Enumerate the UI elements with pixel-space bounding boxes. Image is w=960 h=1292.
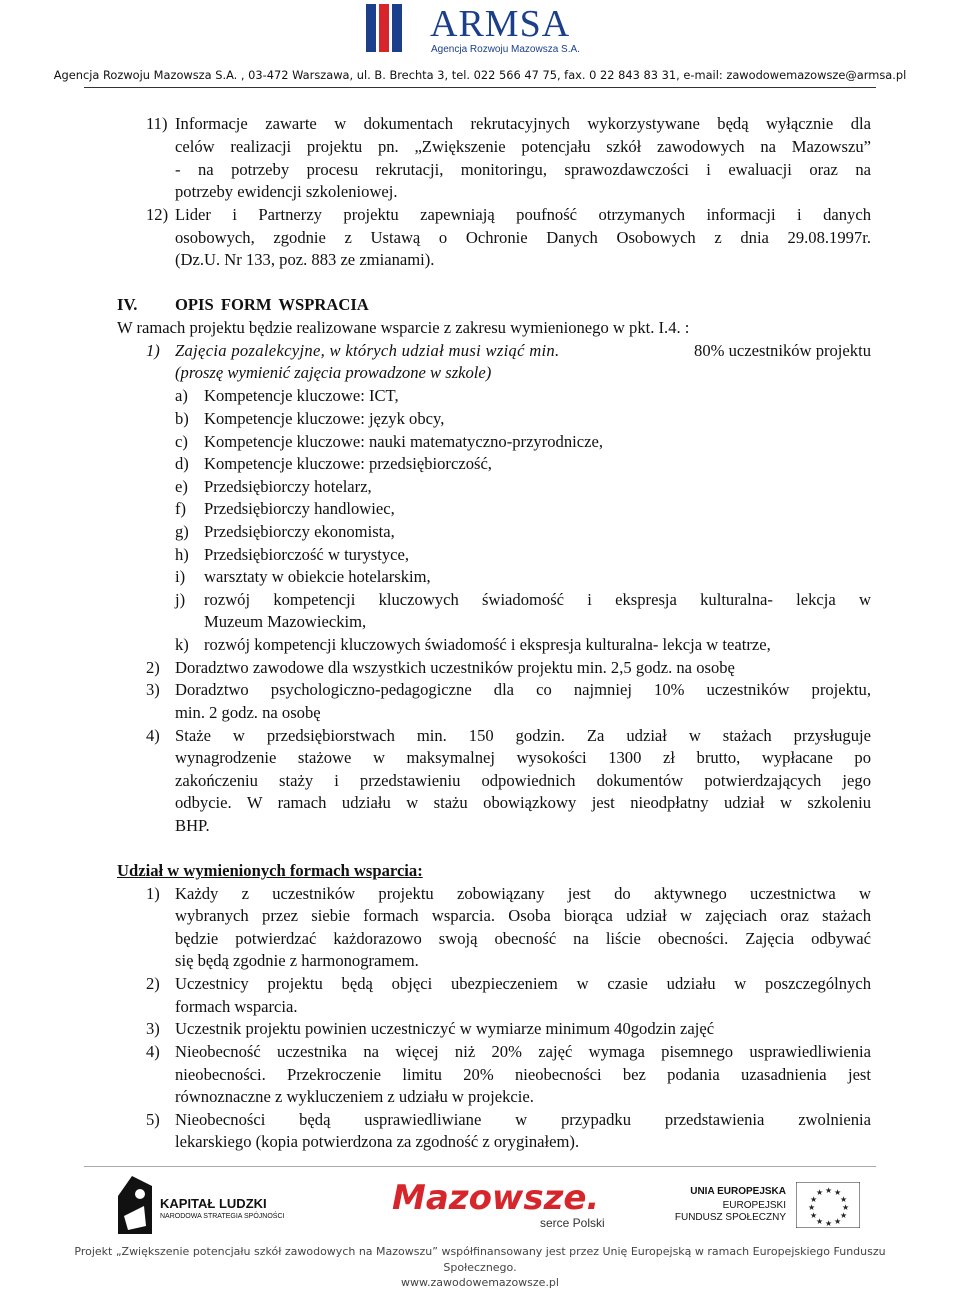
point-line: osobowych, zgodnie z Ustawą o Ochronie Danych Osobowych z dnia 29.08.1997r. [175,228,871,247]
svg-text:★: ★ [834,1217,842,1226]
item-text: się będą zgodnie z harmonogramem. [175,951,419,970]
svg-text:★: ★ [842,1203,850,1212]
point-line: - na potrzeby procesu rekrutacji, monitoringu, sprawozdawczości i ewaluacji oraz na [175,160,871,179]
item-text: Nieobecności będą usprawiedliwiane w przypadku przedstawienia zwolnienia [175,1110,871,1129]
logo-subtitle: Agencja Rozwoju Mazowsza S.A. [431,44,580,55]
kapital-ludzki-logo [118,1176,298,1236]
logo-title: ARMSA [430,3,571,45]
kl-title: KAPITAŁ LUDZKI [160,1196,267,1211]
mazowsze-title: Mazowsze. [392,1178,600,1218]
subitem-letter: j) [175,590,186,609]
item-line [175,340,871,363]
subitem-text: warsztaty w obiekcie hotelarskim, [204,567,431,586]
subitem-letter: d) [175,454,189,473]
point-line: (Dz.U. Nr 133, poz. 883 ze zmianami). [175,250,435,269]
kl-subtitle: NARODOWA STRATEGIA SPÓJNOŚCI [160,1213,285,1220]
item-text: 80% uczestników projektu [694,341,871,360]
item-number: 3) [146,680,160,699]
svg-text:★: ★ [810,1211,818,1220]
item-text: lekarskiego (kopia potwierdzona za zgodność z oryginałem). [175,1132,580,1151]
point-line: Informacje zawarte w dokumentach rekrutacyjnych wykorzystywane będą wyłącznie dla [175,114,871,133]
svg-text:★: ★ [840,1211,848,1220]
item-text: równoznaczne z wykluczeniem z udziału w projekcie. [175,1087,534,1106]
svg-text:★: ★ [808,1203,816,1212]
item-number: 4) [146,1042,160,1061]
item-text: wynagrodzenie stażowe w maksymalnej wysokości 1300 zł brutto, wypłacane po [175,748,871,767]
svg-text:★: ★ [810,1195,818,1204]
subitem-text: Przedsiębiorczy hotelarz, [204,477,372,496]
item-number: 5) [146,1110,160,1129]
website-link[interactable]: www.zawodowemazowsze.pl [401,1276,559,1289]
subitem-letter: g) [175,522,189,541]
section-number: IV. [117,295,138,314]
item-number: 2) [146,974,160,993]
item-text: nieobecności. Przekroczenie limitu 20% nieobecności bez podania uzasadnienia jest [175,1065,871,1084]
project-line1: Projekt „Zwiększenie potencjału szkół zawodowych na Mazowszu” współfinansowany jest przez Unię Europejską w ramach Europejskiego Funduszu [74,1245,886,1258]
item-text: Nieobecność uczestnika na więcej niż 20% zajęć wymaga pisemnego usprawiedliwienia [175,1042,871,1061]
subitem-letter: k) [175,635,189,654]
item-text: będzie potwierdzać każdorazowo swoją obecność na liście obecności. Zajęcia odbywać [175,929,871,948]
svg-text:★: ★ [816,1188,824,1197]
item-text: zakończeniu staży i przedstawieniu odpowiednich dokumentów potwierdzających jego [175,771,871,790]
mazowsze-subtitle: serce Polski [540,1216,605,1230]
item-number: 2) [146,658,160,677]
item-text: wybranych przez siebie formach wsparcia. Osoba biorąca udział w zajęciach oraz stażach [175,906,871,925]
project-line2: Społecznego. [443,1261,517,1274]
address-line: Agencja Rozwoju Mazowsza S.A. , 03-472 Warszawa, ul. B. Brechta 3, tel. 022 566 47 75, fax. 0 22 843 83 31, e-mail: zawodowemazowsze@armsa.pl [53,68,907,82]
item-number: 1) [146,341,160,360]
eu-line2: EUROPEJSKI [722,1200,786,1211]
subitem-text: Przedsiębiorczy handlowiec, [204,499,395,518]
point-line: Lider i Partnerzy projektu zapewniają poufność otrzymanych informacji i danych [175,205,871,224]
svg-text:★: ★ [840,1195,848,1204]
item-text: odbycie. W ramach udziału w stażu obowiązkowy jest nieodpłatny udział w szkoleniu [175,793,871,812]
armsa-logo-mark-icon [366,4,410,52]
subitem-letter: f) [175,499,187,518]
subitem-text: Kompetencje kluczowe: przedsiębiorczość, [204,454,492,473]
item-text: formach wsparcia. [175,997,298,1016]
point-number: 12) [146,205,169,224]
section-title: OPIS FORM WSPRACIA [175,295,369,314]
subitem-letter: c) [175,432,188,451]
item-text: Uczestnicy projektu będą objęci ubezpieczeniem w czasie udziału w poszczególnych [175,974,871,993]
armsa-logo [366,3,580,55]
page-header [0,0,960,88]
section-intro: W ramach projektu będzie realizowane wsparcie z zakresu wymienionego w pkt. I.4. : [117,318,690,337]
kapital-ludzki-emblem-icon [118,1176,152,1234]
subitem-text: Kompetencje kluczowe: nauki matematyczno-przyrodnicze, [204,432,603,451]
eu-line1: UNIA EUROPEJSKA [690,1186,786,1197]
subitem-letter: i) [175,567,186,586]
subitem-letter: b) [175,409,189,428]
subitem-text: rozwój kompetencji kluczowych świadomość i ekspresja kulturalna- lekcja w teatrze, [204,635,771,654]
subitem-text: rozwój kompetencji kluczowych świadomość i ekspresja kulturalna- lekcja w [204,590,871,609]
item-text: Doradztwo psychologiczno-pedagogiczne dla co najmniej 10% uczestników projektu, [175,680,871,699]
item-number: 1) [146,884,160,903]
point-number: 11) [146,114,168,133]
item-text: min. 2 godz. na osobę [175,703,321,722]
subitem-text: Muzeum Mazowieckim, [204,612,367,631]
participation-heading: Udział w wymienionych formach wsparcia: [117,861,423,880]
footer-divider [84,1166,876,1167]
item-text: BHP. [175,816,210,835]
svg-text:★: ★ [816,1217,824,1226]
svg-text:★: ★ [834,1188,842,1197]
subitem-text: Kompetencje kluczowe: ICT, [204,386,399,405]
subitem-letter: h) [175,545,189,564]
mazowsze-logo [392,1178,622,1234]
subitem-letter: a) [175,386,188,405]
item-italic-text: Zajęcia pozalekcyjne, w których udział musi wziąć min. [175,341,560,360]
point-line: celów realizacji projektu pn. „Zwiększenie potencjału szkół zawodowych na Mazowszu” [175,137,871,156]
item-text: Doradztwo zawodowe dla wszystkich uczestników projektu min. 2,5 godz. na osobę [175,658,735,677]
item-text: Uczestnik projektu powinien uczestniczyć w wymiarze minimum 40godzin zajęć [175,1019,715,1038]
item-number: 3) [146,1019,160,1038]
header-divider [84,87,876,88]
subitem-text: Przedsiębiorczość w turystyce, [204,545,410,564]
svg-text:★: ★ [825,1186,833,1195]
subitem-letter: e) [175,477,188,496]
eu-logo [670,1182,860,1230]
subitem-text: Przedsiębiorczy ekonomista, [204,522,395,541]
svg-text:★: ★ [825,1219,833,1228]
point-line: potrzeby ewidencji szkoleniowej. [175,182,398,201]
item-text: Każdy z uczestników projektu zobowiązany jest do aktywnego uczestnictwa w [175,884,871,903]
subitem-text: Kompetencje kluczowe: język obcy, [204,409,445,428]
eu-line3: FUNDUSZ SPOŁECZNY [674,1212,786,1223]
item-text: Staże w przedsiębiorstwach min. 150 godzin. Za udział w stażach przysługuje [175,726,871,745]
item-note: (proszę wymienić zajęcia prowadzone w szkole) [175,363,492,382]
item-number: 4) [146,726,160,745]
eu-flag-icon [796,1182,860,1228]
